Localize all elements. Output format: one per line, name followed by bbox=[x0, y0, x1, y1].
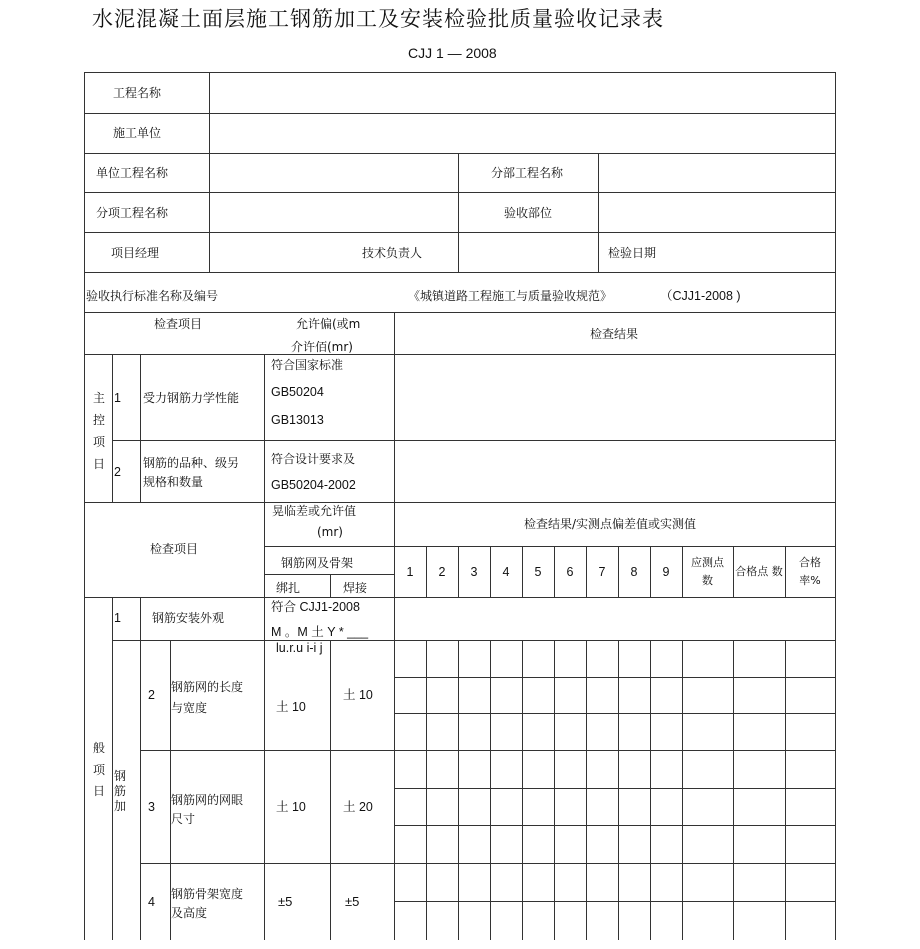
general-result-header: 检查结果/实测点偏差值或实测值 bbox=[524, 517, 697, 531]
bind-value: 土 10 bbox=[276, 800, 306, 814]
project-name-label: 工程名称 bbox=[113, 86, 162, 100]
pass-rate-header: 合格 bbox=[799, 556, 821, 569]
main-group-char: 控 bbox=[93, 413, 106, 427]
general-item-req: lu.r.u i-i j bbox=[276, 641, 323, 655]
general-item-no: 4 bbox=[148, 895, 155, 909]
inspection-date-label: 检验日期 bbox=[608, 246, 657, 260]
main-check-item-header: 检查项目 bbox=[154, 317, 203, 331]
general-item-no: 2 bbox=[148, 688, 155, 702]
weld-value: ±5 bbox=[345, 894, 360, 909]
sub-project-label: 分部工程名称 bbox=[491, 166, 564, 180]
pass-rate-header: 率% bbox=[799, 574, 821, 587]
general-item-no: 1 bbox=[114, 611, 121, 625]
point-col-header: 3 bbox=[470, 565, 478, 579]
standard-label: 验收执行标准名称及编号 bbox=[86, 289, 219, 303]
main-item-name: 规格和数量 bbox=[143, 475, 204, 489]
general-item-req: 符合 CJJ1-2008 bbox=[271, 600, 360, 614]
main-item-no: 1 bbox=[114, 391, 121, 405]
bind-header: 绑扎 bbox=[276, 581, 301, 595]
general-group-char: 日 bbox=[93, 784, 106, 798]
page-title: 水泥混凝土面层施工钢筋加工及安装检验批质量验收记录表 bbox=[92, 7, 664, 31]
main-item-req: GB50204 bbox=[271, 385, 324, 399]
should-points-header: 数 bbox=[702, 574, 713, 587]
main-item-req: 符合设计要求及 bbox=[271, 452, 356, 466]
standard-name: 《城镇道路工程施工与质量验收规范》 bbox=[408, 289, 613, 303]
sub-group-char: 加 bbox=[114, 799, 127, 813]
sub-group-char: 筋 bbox=[114, 784, 127, 798]
acceptance-part-label: 验收部位 bbox=[504, 206, 553, 220]
general-item-name: 钢筋网的网眼 bbox=[171, 793, 244, 807]
point-col-header: 4 bbox=[502, 565, 510, 579]
bind-value: ±5 bbox=[278, 894, 293, 909]
main-group-char: 项 bbox=[93, 435, 106, 449]
point-col-header: 2 bbox=[438, 565, 446, 579]
general-allow-header-1: 晃临差或允许值 bbox=[272, 504, 357, 518]
main-item-name: 受力钢筋力学性能 bbox=[143, 391, 240, 405]
item-project-label: 分项工程名称 bbox=[96, 206, 169, 220]
general-item-req: M 。M 土 Y * ___ bbox=[271, 625, 369, 639]
main-item-req: GB13013 bbox=[271, 413, 324, 427]
sub-group-char: 钢 bbox=[114, 769, 127, 783]
standard-code-cell: （CJJ1-2008 ) bbox=[660, 289, 741, 303]
mesh-header: 钢筋网及骨架 bbox=[281, 556, 354, 570]
weld-header: 焊接 bbox=[343, 581, 368, 595]
main-item-name: 钢筋的品种、级另 bbox=[143, 456, 240, 470]
main-item-no: 2 bbox=[114, 465, 121, 479]
standard-code: CJJ 1 — 2008 bbox=[408, 45, 497, 61]
weld-value: 土 20 bbox=[343, 800, 373, 814]
weld-value: 土 10 bbox=[343, 688, 373, 702]
general-item-name: 钢筋网的长度 bbox=[171, 680, 244, 694]
bind-value: 土 10 bbox=[276, 700, 306, 714]
main-group-char: 主 bbox=[93, 391, 106, 405]
general-item-name: 尺寸 bbox=[171, 812, 196, 826]
point-col-header: 7 bbox=[598, 565, 606, 579]
point-col-header: 6 bbox=[566, 565, 574, 579]
point-col-header: 8 bbox=[630, 565, 638, 579]
general-item-name: 钢筋安装外观 bbox=[152, 611, 225, 625]
construction-unit-label: 施工单位 bbox=[113, 126, 162, 140]
general-item-name: 及高度 bbox=[171, 906, 208, 920]
result-header: 检查结果 bbox=[590, 327, 639, 341]
main-item-req: 符合国家标准 bbox=[271, 358, 344, 372]
point-col-header: 5 bbox=[534, 565, 542, 579]
general-group-char: 般 bbox=[93, 741, 106, 755]
general-item-name: 与宽度 bbox=[171, 701, 208, 715]
project-manager-label: 项目经理 bbox=[111, 246, 160, 260]
should-points-header: 应测点 bbox=[691, 556, 724, 569]
point-col-header: 9 bbox=[662, 565, 670, 579]
general-check-item-header: 检查项目 bbox=[150, 542, 199, 556]
allow-header-2: 介许佰(mr) bbox=[291, 340, 353, 354]
general-item-no: 3 bbox=[148, 800, 155, 814]
pass-points-header: 合格点 数 bbox=[735, 565, 783, 578]
general-allow-header-2: (mr) bbox=[317, 525, 343, 539]
point-col-header: 1 bbox=[406, 565, 414, 579]
general-item-name: 钢筋骨架宽度 bbox=[171, 887, 244, 901]
allow-header-1: 允许偏(或m bbox=[296, 317, 361, 331]
main-item-req: GB50204-2002 bbox=[271, 478, 356, 492]
tech-lead-label: 技术负责人 bbox=[362, 246, 423, 260]
main-group-char: 日 bbox=[93, 457, 106, 471]
unit-project-label: 单位工程名称 bbox=[96, 166, 169, 180]
general-group-char: 项 bbox=[93, 763, 106, 777]
